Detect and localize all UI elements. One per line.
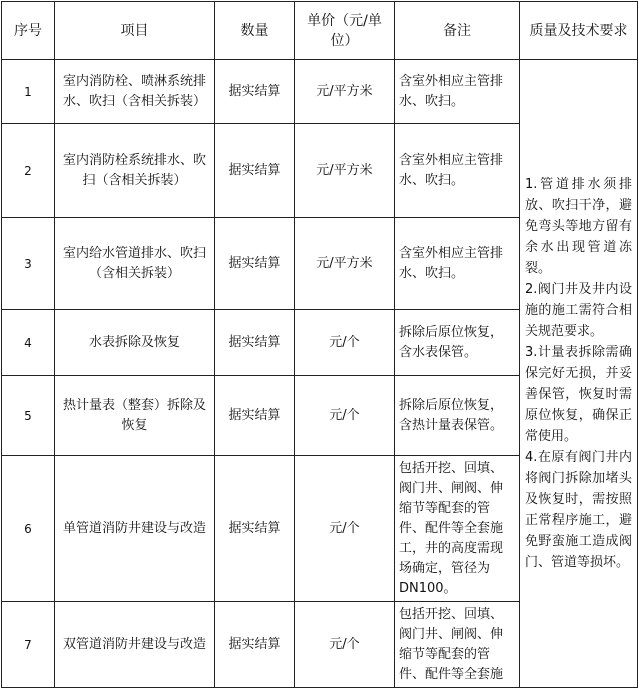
header-item: 项目 (55, 2, 215, 60)
header-unit-price: 单价（元/单位） (295, 2, 395, 60)
header-no: 序号 (2, 2, 55, 60)
row-unit: 元/个 (295, 376, 395, 456)
row-qty: 据实结算 (215, 218, 295, 310)
row-remark: 包括开挖、回填、阀门井、闸阀、伸缩节等配套的管件、配件等全套施 (395, 602, 520, 688)
row-item: 室内给水管道排水、吹扫（含相关拆装） (55, 218, 215, 310)
row-no: 2 (2, 124, 55, 218)
row-no: 3 (2, 218, 55, 310)
row-no: 4 (2, 310, 55, 376)
row-unit: 元/个 (295, 602, 395, 688)
row-item: 热计量表（整套）拆除及恢复 (55, 376, 215, 456)
quality-requirements (520, 60, 638, 688)
header-remark: 备注 (395, 2, 520, 60)
row-item: 室内消防栓系统排水、吹扫（含相关拆装） (55, 124, 215, 218)
row-unit: 元/平方米 (295, 218, 395, 310)
pricing-table (1, 1, 638, 688)
row-unit: 元/个 (295, 310, 395, 376)
table-row (2, 60, 638, 124)
row-qty: 据实结算 (215, 310, 295, 376)
row-qty: 据实结算 (215, 602, 295, 688)
header-qty: 数量 (215, 2, 295, 60)
row-qty: 据实结算 (215, 60, 295, 124)
row-item: 水表拆除及恢复 (55, 310, 215, 376)
row-unit: 元/平方米 (295, 124, 395, 218)
row-qty: 据实结算 (215, 124, 295, 218)
row-no: 6 (2, 456, 55, 602)
row-no: 5 (2, 376, 55, 456)
header-row (2, 2, 638, 60)
row-unit: 元/个 (295, 456, 395, 602)
row-remark: 拆除后原位恢复，含热计量表保管。 (395, 376, 520, 456)
row-remark: 含室外相应主管排水、吹扫。 (395, 124, 520, 218)
row-item: 双管道消防井建设与改造 (55, 602, 215, 688)
quality-note: 3.计量表拆除需确保完好无损，并妥善保管，恢复时需原位恢复，确保正常使用。 (525, 345, 632, 444)
row-remark: 含室外相应主管排水、吹扫。 (395, 218, 520, 310)
row-qty: 据实结算 (215, 456, 295, 602)
row-item: 室内消防栓、喷淋系统排水、吹扫（含相关拆装） (55, 60, 215, 124)
row-no: 1 (2, 60, 55, 124)
row-remark: 拆除后原位恢复，含水表保管。 (395, 310, 520, 376)
row-unit: 元/平方米 (295, 60, 395, 124)
quality-note: 1.管道排水须排放、吹扫干净，避免弯头等地方留有余水出现管道冻裂。 (525, 177, 632, 276)
row-qty: 据实结算 (215, 376, 295, 456)
row-remark: 含室外相应主管排水、吹扫。 (395, 60, 520, 124)
row-no: 7 (2, 602, 55, 688)
row-item: 单管道消防井建设与改造 (55, 456, 215, 602)
quality-note: 4.在原有阀门井内将阀门拆除加堵头及恢复时，需按照正常程序施工，避免野蛮施工造成阀门、管道等损坏。 (525, 450, 632, 570)
quality-note: 2.阀门井及井内设施的施工需符合相关规范要求。 (525, 282, 632, 339)
header-quality: 质量及技术要求 (520, 2, 638, 60)
row-remark: 包括开挖、回填、阀门井、闸阀、伸缩节等配套的管件、配件等全套施工，井的高度需现场确定，管径为DN100。 (395, 456, 520, 602)
